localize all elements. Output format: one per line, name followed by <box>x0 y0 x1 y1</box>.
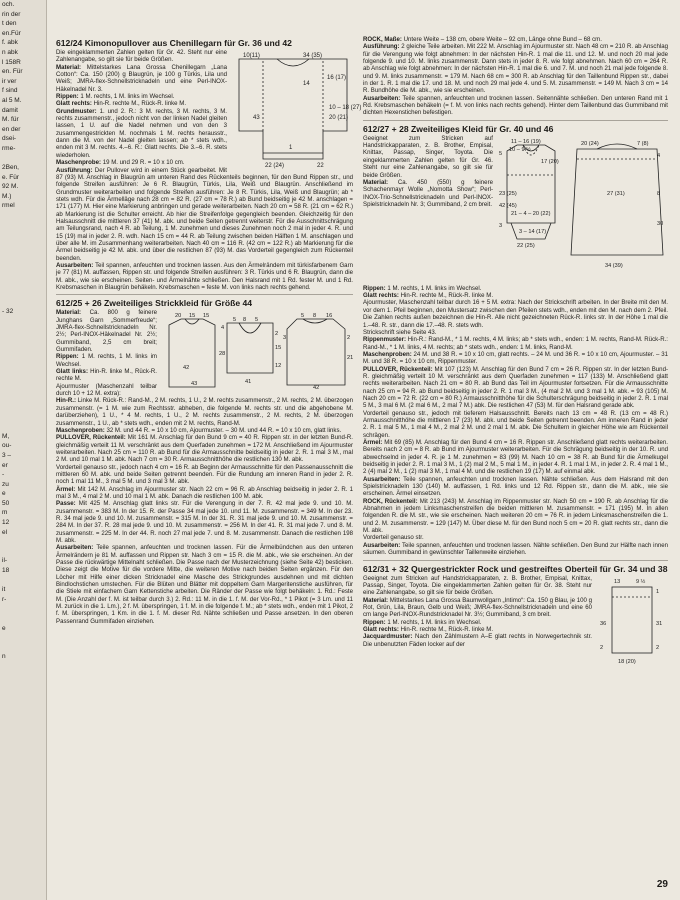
paragraph: Rippenmuster: Hin-R.: Rand-M., * 1 M. rechts, 4 M. links; ab * stets wdh., enden: 1 M. rechts, Rand-M. Rück-R.: Rand-M., * 1 M. links, 4 M. rechts; ab * stets wdh., enden: 1 M. links, Rand-M. <box>363 336 668 351</box>
article-rock-continued <box>363 36 668 117</box>
paragraph: Ajourmuster (Maschenzahl teilbar durch 10 + 12 M. extra): <box>56 382 157 398</box>
diagram-label: 21 <box>347 355 354 362</box>
margin-fragment: e <box>2 624 6 632</box>
diagram-label: 5 <box>499 150 503 157</box>
margin-fragment: n abk <box>2 48 18 56</box>
paragraph: Glatt rechts: Hin-R. rechte M., Rück-R. linke M. <box>363 625 494 633</box>
margin-fragment <box>0 672 46 682</box>
paragraph: Vorderteil genauso str., jedoch nach 4 cm = 16 R. ab Beginn der Armausschnitte für den Passenausschnitt die mittleren 60 M. abk. und beide Seiten getrennt beenden. Für die Rundung am inneren Rand in jeder 2. R. noch 1 mal 11 M., 3 mal 5 M. und 3 mal 3 M. abk. <box>56 463 353 486</box>
diagram-label: 22 <box>317 163 324 169</box>
paragraph: Glatt links: Hin-R. linke M., Rück-R. rechte M. <box>56 368 157 383</box>
diagram-label: 15 <box>275 345 282 352</box>
diagram-label: 2 <box>600 644 604 651</box>
margin-fragment: damit <box>2 106 18 114</box>
margin-fragment <box>0 317 46 327</box>
diagram-label: 2 <box>656 644 660 651</box>
margin-fragment <box>0 537 46 547</box>
paragraph: Maschenproben: 32 M. und 44 R. = 10 x 10 cm, Ajourmuster. – 30 M. und 44 R. = 10 x 10 cm, glatt links. <box>56 426 342 434</box>
margin-fragment <box>0 633 46 643</box>
previous-page-margin <box>0 0 47 900</box>
margin-fragment <box>0 259 46 269</box>
margin-fragment: M.) <box>2 192 12 200</box>
strickkleid-diagram <box>163 309 353 393</box>
paragraph: Material: Mittelstarkes Lana Grossa Baumwollgarn „Intimo“: Ca. 150 g Blau, je 100 g Rot, Grün, Lila, Braun, Gelb und Weiß; JMRA-flex-Schnellstricknadeln und eine 60 cm lange Perl-INOX-Rundstricknadel Nr. 3½; Gummiband, 3 cm breit. <box>363 596 592 619</box>
diagram-label: 10(11) <box>243 53 260 59</box>
margin-fragment: f sind <box>2 87 18 95</box>
margin-fragment: dsei- <box>2 135 17 143</box>
diagram-label: 10 – 18 (27) <box>329 105 362 111</box>
diagram-label: 28 <box>219 351 226 358</box>
left-column <box>56 36 362 628</box>
diagram-label: 21 – 4 – 20 (22) <box>511 210 551 217</box>
diagram-label: 1 <box>656 588 660 595</box>
paragraph: Geeignet zum Stricken auf Handstrickapparaten, z. B. Brother, Empisal, Knittax, Passap, Singer, Toyota. Die eingeklammerten Zahlen gelten für Gr. 38. Steht nur eine Zahlenangabe, so gilt sie für beide Größen. <box>363 574 592 597</box>
margin-fragment: m <box>2 509 8 517</box>
diagram-label: 8 <box>657 190 661 197</box>
diagram-label: 41 <box>245 379 252 386</box>
diagram-label: 20 <box>175 313 182 320</box>
margin-fragment: en. Für <box>2 68 23 76</box>
paragraph: Ausarbeiten: Teile spannen, anfeuchten und trocknen lassen. Seitennähte schließen. Den unteren Rand mit 1 Rd. Krebsmaschen behäkeln (= f. M. von links nach rechts gehend). Hinter dem Taillenbund das Gummiband mit dichten Hexenstichen befestigen. <box>363 94 668 117</box>
diagram-label: 2 <box>275 331 279 338</box>
diagram-label: 3 – 14 (17) <box>519 228 547 235</box>
diagram-label: 22 (25) <box>517 242 535 249</box>
paragraph: ROCK, Rückenteil: Mit 213 (243) M. Anschlag im Rippenmuster str. Nach 50 cm = 190 R. ab Anschlag für die Abnahmen in jedem Linksmaschenstreifen die beiden mittleren M. zusammenstr. = 171 (195) M. In allen folgenden R. die M. str., wie sie erscheinen. Nach weiteren 20 cm = 76 R. in jedem Linksmaschenstreifen die 1. und 2. M. zusammenstr. = 129 (147) M. Über diese M. für den Bund noch 5 cm = 20 R. glatt rechts str., dann die M. abk. <box>363 497 668 535</box>
paragraph: Maschenproben: 24 M. und 38 R. = 10 x 10 cm, glatt rechts. – 24 M. und 36 R. = 10 x 10 cm, Ajourmuster. – 31 M. und 38 R. = 10 x 10 cm, Rippenmuster. <box>363 350 668 366</box>
margin-fragment <box>0 720 46 730</box>
paragraph: Jacquardmuster: Nach den Zählmustern A–E glatt rechts in Norwegertechnik str. Die unbenutzten Fäden locker auf der <box>363 633 592 648</box>
margin-fragment <box>0 211 46 221</box>
margin-fragment: n <box>2 653 6 661</box>
margin-fragment: ou- <box>2 442 12 450</box>
margin-fragment: 12 <box>2 519 10 527</box>
paragraph: Hin-R.: Linke M. Rück-R.: Rand-M., 2 M. rechts, 1 U., 2 M. rechts zusammenstr., 2 M. rechts, 2 M. überzogen zusammenstr. (= 1 M. wie zum Rechtsstr. abheben, die folgende M. rechts str. und die abgehobene M. darüberziehen), 1 U., * 4 M. rechts, 1 U., 2 M. rechts zusammenstr., 2 M. rechts, 2 M. überzogen zusammenstr., 1 U., ab * stets wdh., enden mit 2 M. rechts, Rand-M. <box>56 397 353 427</box>
paragraph: Ausarbeiten: Teile spannen, anfeuchten und trocknen lassen. Nähte schließen. Den Bund zur Hälfte nach innen säumen. Gummiband in gewünschter Taillenweite einziehen. <box>363 541 668 557</box>
article-kimono <box>56 38 362 291</box>
margin-fragment <box>0 365 46 375</box>
diagram-label: 5 <box>301 313 305 320</box>
margin-fragment <box>0 221 46 231</box>
paragraph: Rippen: 1 M. rechts, 1 M. links im Wechsel. <box>56 93 175 101</box>
paragraph: Ausarbeiten: Teile spannen, anfeuchten und trocknen lassen. Für die Ärmelbündchen aus den unteren Ärmelrändern je 81 M. auffassen und Rippen str. Nach 3 cm = 15 R. die M. abk., wie sie erscheinen. An der Passe die rückwärtige Mittelnaht schließen. Die Passe nach der Musterzeichnung (siehe Seite 42) besticken. Diese zeigt die Motive für die vordere Mitte, die weiteren Motive nach beiden Seiten ergänzen. Für den Löcher mit Hilfe einer dicken Stricknadel eine Masche des Strickgrundes ausdehnen und mit dichten Bindlochstichen umstechen. Für die Blüten und Blätter mit doppeltem Garn Margeritenstiche ausführen, für die Stiele mit einfachem Garn Kettenstiche arbeiten. Die Ränder der Passe wie folgt behäkeln: 1. Rd.: Feste M. (Die Anzahl der f. M. ist teilbar durch 3.) 2. Rd.: 11 M. in die 1. f. M. der Vor-Rd., * 1 Pikot (= 3 Lm. und 11 M. zurück in die 1. Lm.), 2 f. M. überspringen, 1 f. M. in die folgende f. M.; ab * stets wdh., enden mit 1 Pikot, 2 f. M. überspringen, 1 Km. in die 1. f. M. dieser Rd. Nähte schließen und Passe ansetzen. In den oberen Passenrand Gummifaden einziehen. <box>56 544 353 625</box>
diagram-label: 27 (31) <box>607 190 625 197</box>
margin-fragment: - <box>2 471 5 479</box>
margin-fragment: 92 M. <box>2 183 19 191</box>
rock34-pattern-svg <box>598 575 668 665</box>
paragraph: Strickschrift siehe Seite 43. <box>363 328 437 336</box>
margin-fragment: rmel <box>2 202 15 210</box>
margin-fragment: zu <box>2 480 9 488</box>
margin-fragment <box>0 662 46 672</box>
paragraph: Vorderteil genauso str., jedoch mit tieferem Halsausschnitt. Bereits nach 13 cm = 48 R. (13 cm = 48 R.) Armausschnitthöhe die mittleren 17 (23) M. abk. und beide Seiten getrennt beenden. Am inneren Rand in jeder 2. R. 1 mal 5 M., 1 mal 4 M., 2 mal 2 M. und 2 mal 1 M. abk. Die Schultern in gleicher Höhe wie am Rückenteil schrägen. <box>363 409 668 439</box>
article-rock34 <box>363 563 668 665</box>
paragraph: Grundmuster: 1. und 2. R.: 3 M. rechts, 3 M. rechts, 3 M. rechts zusammenstr., jedoch nicht von der linken Nadel gleiten lassen, 1 U. auf die Nadel nehmen und von den 3 zusammengestrickten M. nochmals 1 M. rechts herausstr., dann die M. von der Nadel gleiten lassen; ab * stets wdh., enden mit 3 M. rechts. 4.–6. R.: Glatt rechts. Die 3.–6. R. stets wiederholen. <box>56 107 227 159</box>
paragraph: Geeignet zum Stricken auf Handstrickapparaten, z. B. Brother, Empisal, Knittax, Passap, Singer, Toyota. Die eingeklammerten Zahlen gelten für Gr. 46. Steht nur eine Zahlenangabe, so gilt sie für beide Größen. <box>363 134 493 179</box>
diagram-label: 1 <box>289 145 293 151</box>
margin-fragment <box>0 748 46 758</box>
margin-fragment: er <box>2 461 8 469</box>
paragraph: Rippen: 1 M. rechts, 1 M. links im Wechsel. <box>363 284 482 292</box>
diagram-label: 20 (21) <box>329 115 349 121</box>
diagram-label: 4 <box>657 152 661 159</box>
diagram-label: 16 (17) <box>327 75 347 81</box>
diagram-label: 5 <box>233 317 237 324</box>
margin-fragment <box>0 739 46 749</box>
margin-fragment <box>0 374 46 384</box>
margin-fragment: il- <box>2 557 8 565</box>
paragraph: Ausarbeiten: Teil spannen, anfeuchten und trocknen lassen. Aus den Ärmelrändern mit türkisfarbenem Garn je 77 (81) M. auffassen, Rippen str. und folgende Streifen ausführen: 3 R. Türkis und 6 R. Blaugrün, dann die M. abk., wie sie erscheinen. Seiten- und Ärmelnähte schließen. Den Halsrand mit 1 Rd. fester M. und 1 Rd. Krebsmaschen in Blaugrün behäkeln. Krebsmaschen = feste M. von links nach rechts gehend. <box>56 261 353 291</box>
margin-fragment <box>0 758 46 768</box>
diagram-label: 16 <box>326 313 333 320</box>
diagram-label: 17 (20) <box>541 158 559 165</box>
margin-fragment <box>0 249 46 259</box>
margin-fragment <box>0 230 46 240</box>
article-heading: 612/27 + 28 Zweiteiliges Kleid für Gr. 40 und 46 <box>363 123 554 134</box>
kleid40-pattern-svg <box>497 135 669 285</box>
diagram-label: 36 <box>600 620 607 627</box>
diagram-label: 18 (20) <box>618 658 636 665</box>
paragraph: Ausführung: 2 gleiche Teile arbeiten. Mit 222 M. Anschlag im Ajourmuster str. Nach 48 cm = 210 R. ab Anschlag für die Verengung wie folgt abnehmen: In der nächsten Hin-R. 1 mal die 11. und 12. M. und noch 20 mal jede folgende 9. und 10. M. links zusammenstr. Dann stets in jeder 8. R. wie folgt abnehmen. Nach 60 cm = 264 R. ab Anschlag wie folgt abnehmen: In der nächsten Hin-R. 1 mal die 6. und 7. M. und noch 21 mal jede folgende 8. und 9. M. links zusammenstr. = 179 M. Nach 68 cm = 300 R. ab Anschlag für den Taillenbund Rippen str., dabei in der 1. R. 1 mal die 17. und 18. M. und noch 29 mal jede 4. und 5. M. zusammenstr. = 149 M. Nach 3 cm = 14 R. Bundhöhe die M. abk., wie sie erscheinen. <box>363 43 668 95</box>
margin-fragment <box>0 345 46 355</box>
paragraph: Ausführung: Der Pullover wird in einem Stück gearbeitet. Mit 87 (93) M. Anschlag in Blaugrün am unteren Rand des Rückenteils beginnen, für den Bund Rippen str., und folgende Streifen ausführen: Je 6 R. Blaugrün, Türkis, Lila, Weiß und Blaugrün. Anschließend im Grundmuster weiterarbeiten und folgende Streifen ausführen: Je 8 R. Türkis, Lila, Weiß und Blaugrün; ab * stets wdh. Für die Ärmelläge nach 28 cm = 82 R. (27 cm = 78 R.) ab Bund beidseitig je 42 M. anschlagen = 171 (177) M. Hier eine Markierung anbringen und gerade weiterarbeiten. Nach 20 cm = 58 R. (21 cm = 62 R.) ab Markierung ist die Schulter erreicht. Ab hier die Streifenfolge gegengleich beenden. Gleichzeitig für den Halsausschnitt die mittleren 37 (41) M. abk. und beide Seiten getrennt weiterstr. Für die Ausschnittschrägung am Teilungsrand, nach 4 R. ab Teilung, 1 M. zunehmen und dieses Zunehmen noch 2 mal in jeder 4. R. und 15 (19) mal in jeder 2. R. wdh. Nach 15 cm = 44 R. ab Teilung zwischen beiden Hälften 1 M. anschlagen und über alle M. im Zusammenhang weiterarbeiten. Nach 40 cm = 116 R. (42 cm = 122 R.) ab Markierung für die Ärmel beidseitig je 42 M. abk. und über die restlichen 87 (93) M. das Vorderteil gegengleich zum Rückenteil beenden. <box>56 166 353 262</box>
diagram-label: 43 <box>253 115 260 121</box>
margin-fragment: och. <box>2 1 15 8</box>
article-heading: 612/31 + 32 Quergestrickter Rock und gestreiftes Oberteil für Gr. 34 und 38 <box>363 563 668 574</box>
margin-fragment <box>0 547 46 557</box>
margin-fragment: 50 <box>2 499 10 507</box>
margin-fragment: al 5 M. <box>2 96 22 104</box>
paragraph: PULLOVER, Rückenteil: Mit 107 (123) M. Anschlag für den Bund 7 cm = 26 R. Rippen str. In der letzten Bund-R. gleichmäßig verteilt 10 M. verschränkt aus dem Querfaden zunehmen = 117 (133) M. Anschließend glatt rechts weiterarbeiten. Nach 21 cm = 80 R. ab Bund das Teil im Ajourmuster fortsetzen. Für die Armausschnitte nach 25 cm = 94 R. ab Bund beidseitig in jeder 2. R. 1 mal 3 M., (4 mal 2 M. und 3 mal 1 M. abk. = 93 (105) M. Nach 20 cm = 72 R. (22 cm = 80 R.) Armausschnitthöhe für die Schulterschrägung beidseitig in jeder 2. R. 1 mal 5 M., 3 mal 6 M. (2 mal 6 M., 2 mal 7 M.) abk. Die restlichen 47 (53) M. für den Halsrand gerade abk. <box>363 365 668 410</box>
page-number: 29 <box>656 879 668 890</box>
margin-fragment: el <box>2 528 8 536</box>
margin-fragment: en.Für <box>2 29 21 37</box>
margin-fragment: e. Für <box>2 173 19 181</box>
divider <box>363 120 668 121</box>
margin-fragment <box>0 729 46 739</box>
margin-fragment: e <box>2 490 6 498</box>
diagram-label: 31 <box>656 620 663 627</box>
diagram-label: 3 <box>283 335 287 342</box>
paragraph: Material: Ca. 800 g feinere Junghans Garn „Sommerfreude“; JMRA-flex-Schnellstricknadeln Nr. 2½; Perl-INOX-Häkelnadel Nr. 2½; Gummiband, 2,5 cm breit; Gummifaden. <box>56 309 157 354</box>
diagram-label: 3 <box>499 222 503 229</box>
paragraph: PULLOVER, Rückenteil: Mit 161 M. Anschlag für den Bund 9 cm = 40 R. Rippen str. in der letzten Bund-R. gleichmäßig verteilt 11 M. verschränkt aus dem Querfaden zunehmen = 172 M. Anschließend im Ajourmuster weiterarbeiten. Nach 25 cm = 110 R. ab Bund für die Armausschnitte beidseitig in jeder 2. R. 1 mal 3 M., mal 2 M. und 10 mal 1 M. abk. Nach 7 cm = 30 R. Armausschnitthöhe die restlichen 130 M. abk. <box>56 434 353 464</box>
margin-fragment <box>0 355 46 365</box>
margin-fragment: f. abk <box>2 39 18 47</box>
right-column <box>363 36 668 667</box>
diagram-label: 30 <box>657 220 664 227</box>
margin-fragment <box>0 393 46 403</box>
margin-fragment: l 158R <box>2 58 21 66</box>
margin-fragment <box>0 336 46 346</box>
margin-fragment <box>0 278 46 288</box>
margin-fragment <box>0 240 46 250</box>
article-heading: 612/24 Kimonopullover aus Chenillegarn für Gr. 36 und 42 <box>56 38 292 48</box>
margin-fragment: en der <box>2 125 21 133</box>
margin-fragment <box>0 403 46 413</box>
margin-fragment <box>0 154 46 164</box>
diagram-label: 15 <box>189 313 196 320</box>
margin-fragment: rme- <box>2 144 16 152</box>
diagram-label: 9 ½ <box>636 578 646 585</box>
margin-fragment: rin der <box>2 10 21 18</box>
paragraph: Passe: Mit 425 M. Anschlag glatt links str. Für die Verengung in der 7. R. 42 mal jede 9. und 10. M. zusammenstr. = 383 M. In der 15. R. der Passe 34 mal jede 10. und 11. M. zusammenstr. = 349 M. In der 23. R. 34 mal jede 9. und 10. M. zusammenstr. = 315 M. In der 31. R. 31 mal jede 9. und 10. M. zusammenstr. = 284 M. In der 37. R. 28 mal jede 9. und 10. M. zusammenstr. = 256 M. In der 41. R. 31 mal jede 7. und 8. M. zusammenstr. = 225 M. In der 44. R. noch 27 mal jede 7. und 8. M. zusammenstr. Danach die restlichen 198 M. abk. <box>56 500 353 544</box>
diagram-label: 14 <box>303 81 310 87</box>
margin-fragment: ir ver <box>2 77 17 85</box>
margin-fragment: t den <box>2 20 17 28</box>
diagram-label: 4 <box>221 325 225 332</box>
divider <box>363 560 668 561</box>
paragraph: ROCK, Maße: Untere Weite – 138 cm, obere Weite – 92 cm, Länge ohne Bund – 68 cm. <box>363 36 602 43</box>
rock34-diagram <box>598 575 668 667</box>
diagram-label: 8 <box>313 313 317 320</box>
diagram-label: 13 <box>614 578 621 585</box>
paragraph: Ajourmuster, Maschenzahl teilbar durch 16 + 5 M. extra: Nach der Strickschrift arbeiten. In der Breite mit den M. vor dem 1. Pfeil beginnen, den Mustersatz zwischen den Pfeilen stets wdh., enden mit den M. nach dem 2. Pfeil. Die Zahlen rechts außen bezeichnen die Hin-R. Alle nicht gezeichneten Rück-R. links str. In der Höhe 1 mal die 1.–48. R. str., dann die 17.–48. R. stets wdh. <box>363 299 668 329</box>
margin-fragment: 3 – <box>2 451 12 459</box>
paragraph: Glatt rechts: Hin-R. rechte M., Rück-R. linke M. <box>56 100 187 108</box>
margin-fragment: - 32 <box>2 308 14 315</box>
paragraph: Vorderteil genauso str. <box>363 534 424 542</box>
diagram-label: 12 <box>275 363 282 370</box>
kimono-pattern-svg <box>233 49 362 169</box>
diagram-label: 23 (25) <box>499 190 517 197</box>
margin-fragment <box>0 288 46 298</box>
diagram-label: 22 (24) <box>265 163 285 169</box>
margin-fragment <box>0 326 46 336</box>
margin-fragment <box>0 614 46 624</box>
margin-fragment <box>0 422 46 432</box>
kimono-diagram <box>233 49 362 171</box>
paragraph: Maschenprobe: 19 M. und 29 R. = 10 x 10 cm. <box>56 159 185 167</box>
diagram-label: 42 <box>183 365 190 372</box>
margin-fragment: M. für <box>2 116 19 124</box>
article-kleid40 <box>363 124 668 557</box>
paragraph: Material: Mittelstarkes Lana Grossa Chenillegarn „Lana Cotton“: Ca. 150 (200) g Blaugrün, je 100 g Türkis, Lila und Weiß; JMRA-flex-Schnellstricknadeln und eine Perl-INOX-Häkelnadel Nr. 3. <box>56 63 227 93</box>
paragraph: Ausarbeiten: Teile spannen, anfeuchten und trocknen lassen. Nähte schließen. Aus dem Halsrand mit den Spielstricknadeln 130 (140) M. auffassen, 1 Rd. links und 12 Rd. Rippen str., dann die M. abk., wie sie erscheinen. Ärmel einsetzen. <box>363 475 668 498</box>
paragraph: Rippen: 1 M. rechts, 1 M. links im Wechsel. <box>56 353 157 368</box>
paragraph: Ärmel: Mit 69 (85) M. Anschlag für den Bund 4 cm = 16 R. Rippen str. Anschließend glatt rechts weiterarbeiten. Bereits nach 2 cm = 8 R. ab Bund im Ajourmuster weiterarbeiten. Für die Schrägung beidseitig in der 10. R. und abwechselnd in jeder 4. R. je 1 M. zunehmen = 83 (99) M. Nach 10 cm = 38 R. ab Bund für die Ärmelkugel beidseitig in jeder 2. R. 1 mal 3 M., 1 (2) mal 2 M., 5 mal 1 M., in jeder 4. R. 1 mal 1 M., in jeder 2. R. 4 mal 1 M., 2 (4) mal 2 M., 1 (2) mal 3 M., 1 mal 4 M. und die restlichen 19 (17) M. auf einmal abk. <box>363 439 668 476</box>
diagram-label: 5 <box>255 317 259 324</box>
diagram-label: 10 – 9 ½ <box>509 146 531 153</box>
paragraph: Ärmel: Mit 142 M. Anschlag im Ajourmuster str. Nach 22 cm = 96 R. ab Anschlag beidseitig in jeder 2. R. 1 mal 3 M., 4 mal 2 M. und 10 mal 1 M. abk. Danach die restlichen 100 M. abk. <box>56 485 353 500</box>
margin-fragment <box>0 681 46 691</box>
margin-fragment <box>0 643 46 653</box>
diagram-label: 7 (8) <box>637 140 649 147</box>
margin-fragment <box>0 297 46 307</box>
article-strickkleid <box>56 298 353 625</box>
diagram-label: 42 <box>313 385 320 392</box>
margin-fragment: r- <box>2 595 7 603</box>
margin-fragment <box>0 576 46 586</box>
margin-fragment <box>0 691 46 701</box>
strickkleid-pattern-svg <box>163 309 353 391</box>
margin-fragment <box>0 700 46 710</box>
margin-fragment: it <box>2 586 6 594</box>
paragraph: Material: Ca. 450 (550) g feinere Schachenmayr Wolle „Nomotta Show“; Perl-INOX-Trio-Schnellstricknadeln und Perl-INOX-Spielstricknadeln Nr. 3; Gummiband, 2 cm breit. <box>363 178 493 208</box>
diagram-label: 34 (35) <box>303 53 323 59</box>
margin-fragment <box>0 269 46 279</box>
paragraph: Die eingeklammerten Zahlen gelten für Gr. 42. Steht nur eine Zahlenangabe, so gilt sie für beide Größen. <box>56 49 227 64</box>
margin-fragment <box>0 413 46 423</box>
diagram-label: 42 (45) <box>499 202 517 209</box>
paragraph: Rippen: 1 M. rechts, 1 M. links im Wechsel. <box>363 618 482 626</box>
diagram-label: 15 <box>203 313 210 320</box>
margin-fragment <box>0 604 46 614</box>
margin-fragment <box>0 384 46 394</box>
diagram-label: 20 (24) <box>581 140 599 147</box>
divider <box>56 294 353 295</box>
diagram-label: 8 <box>243 317 247 324</box>
paragraph: Glatt rechts: Hin-R. rechte M., Rück-R. linke M. <box>363 292 494 300</box>
margin-fragment <box>0 710 46 720</box>
margin-fragment <box>0 768 46 778</box>
diagram-label: 2 <box>347 335 351 342</box>
margin-fragment: M, <box>2 432 10 440</box>
diagram-label: 11 – 16 (19) <box>511 138 541 145</box>
kleid40-top <box>363 135 668 285</box>
margin-fragment: 18 <box>2 567 10 575</box>
diagram-label: 34 (39) <box>605 262 623 269</box>
diagram-label: 43 <box>191 381 198 388</box>
margin-fragment: 2Ben, <box>2 164 19 172</box>
article-heading: 612/25 + 26 Zweiteiliges Strickkleid für Größe 44 <box>56 298 253 309</box>
